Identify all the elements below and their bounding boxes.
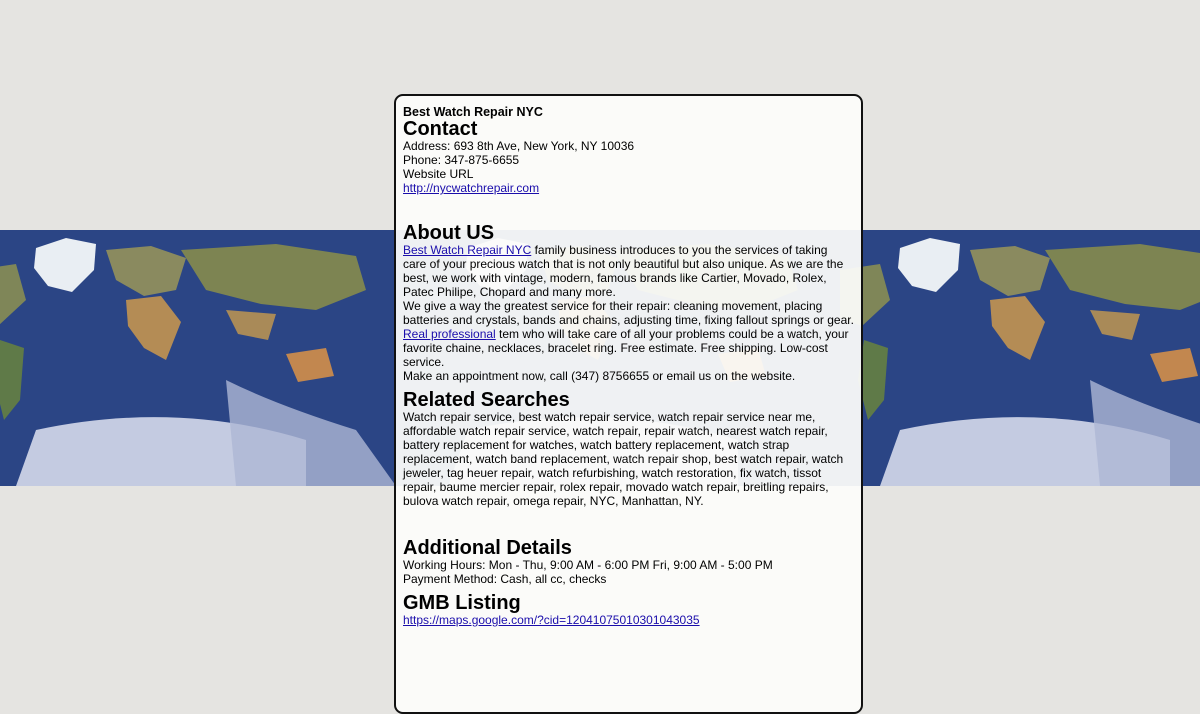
- about-paragraph-2: [403, 299, 854, 369]
- website-link[interactable]: http://nycwatchrepair.com: [403, 181, 540, 195]
- about-paragraph-3: Make an appointment now, call (347) 8756655 or email us on the website.: [403, 369, 796, 383]
- website-label: Website URL: [403, 167, 474, 181]
- about-text-2a: We give a way the greatest service for their repair: cleaning movement, placing batteries and crystals, bands and chains, adjusting time, fixing fallout springs or gear.: [403, 299, 854, 327]
- contact-address: Address: 693 8th Ave, New York, NY 10036: [403, 139, 635, 153]
- about-paragraph-1: [403, 243, 854, 299]
- related-heading: Related Searches: [403, 389, 570, 411]
- about-heading: About US: [403, 222, 495, 244]
- world-map-tile: [0, 230, 408, 486]
- site-name: Best Watch Repair NYC: [403, 105, 543, 119]
- working-hours: Working Hours: Mon - Thu, 9:00 AM - 6:00 PM Fri, 9:00 AM - 5:00 PM: [403, 558, 773, 572]
- about-text-2b: tem who will take care of all your problems could be a watch, your favorite chaine, necklaces, bracelet ring. Free estimate. Free shipping. Low-cost service.: [403, 327, 849, 369]
- payment-method: Payment Method: Cash, all cc, checks: [403, 572, 607, 586]
- business-name-link[interactable]: Best Watch Repair NYC: [403, 243, 532, 257]
- related-text: Watch repair service, best watch repair service, watch repair service near me, affordable watch repair service, watch repair, repair watch, nearest watch repair, battery replacement for watches, watch battery replacement, watch strap replacement, watch band replacement, watch repair shop, best watch repair, watch jeweler, tag heuer repair, watch refurbishing, watch restoration, fix watch, tissot repair, baume mercier repair, rolex repair, movado watch repair, breitling repairs, bulova watch repair, omega repair, NYC, Manhattan, NY.: [403, 410, 844, 508]
- world-map-tile: [840, 230, 1200, 486]
- contact-phone: Phone: 347-875-6655: [403, 153, 520, 167]
- business-card: [394, 94, 863, 714]
- gmb-heading: GMB Listing: [403, 592, 521, 614]
- professional-link[interactable]: Real professional: [403, 327, 496, 341]
- about-text-1: family business introduces to you the services of taking care of your precious watch that is not only beautiful but also unique. As we are the best, we work with vintage, modern, famous brands like Cartier, Movado, Rolex, Patec Philipe, Chopard and many more.: [403, 243, 844, 299]
- gmb-link[interactable]: https://maps.google.com/?cid=12041075010301043035: [403, 613, 700, 627]
- contact-heading: Contact: [403, 118, 478, 140]
- details-heading: Additional Details: [403, 537, 572, 559]
